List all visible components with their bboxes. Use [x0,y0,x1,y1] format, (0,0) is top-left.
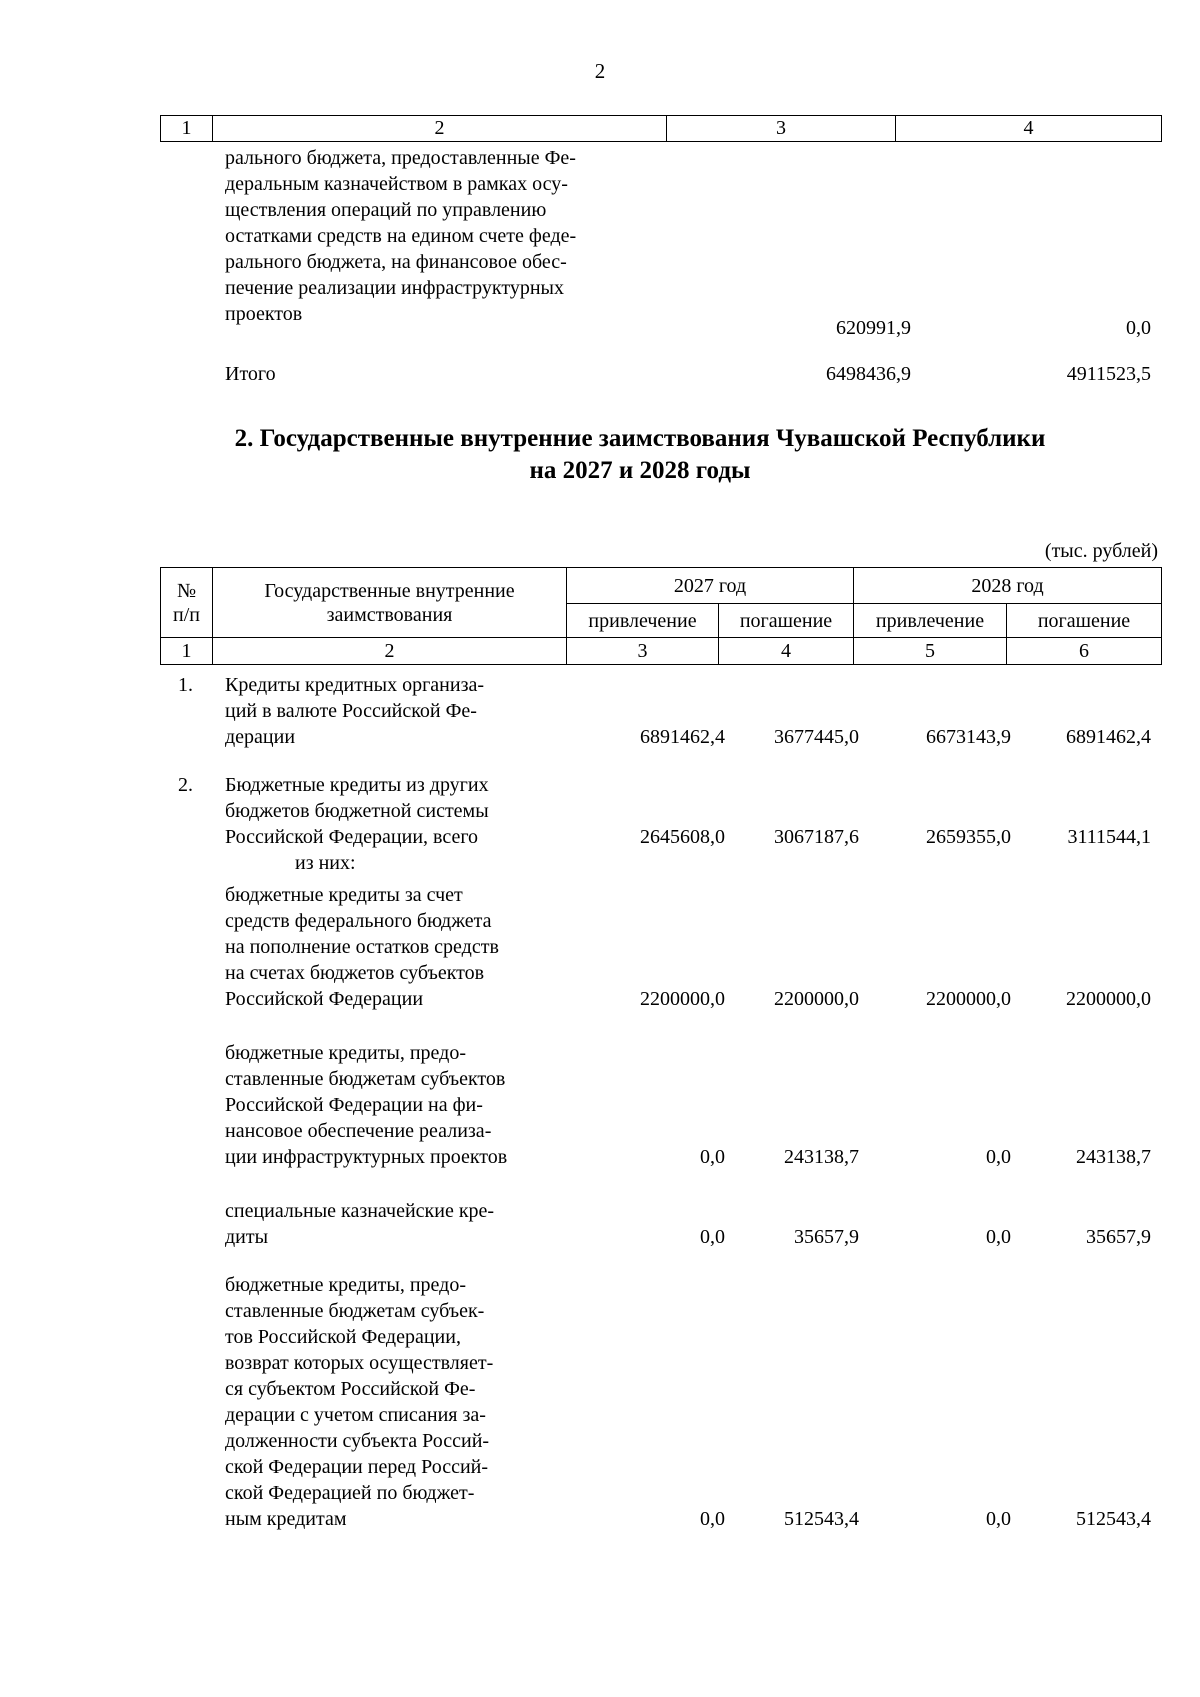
table-row [160,882,1161,1012]
value-repay-2027: 3067187,6 [774,826,859,848]
row-description: Бюджетные кредиты из других бюджетов бюджетной системы Российской Федерации, всего из них: [225,774,489,874]
row-description: бюджетные кредиты, предо- ставленные бюджетам субъектов Российской Федерации на фи- нансовое обеспечение реализа- ции инфраструктурных проектов [225,1042,508,1168]
table-row-total [160,361,1161,401]
col-index-4: 4 [896,116,1162,142]
units-label: (тыс. рублей) [1044,540,1158,562]
row-description: рального бюджета, предоставленные Фе- деральным казначейством в рамках осу- ществления операций по управлению остатками средств на едином счете феде- рального бюджета, на финансовое обес- печение реализации инфраструктурных проектов [225,147,577,325]
index-cell: 4 [719,638,854,665]
value-repay-2028: 2200000,0 [1066,988,1151,1010]
value-repay-2028: 512543,4 [1076,1508,1151,1530]
index-cell: 5 [854,638,1007,665]
header-num: № п/п [161,568,213,638]
index-cell: 3 [567,638,719,665]
value-repay-2028: 243138,7 [1076,1146,1151,1168]
index-cell: 6 [1007,638,1162,665]
table-row [160,672,1161,750]
value-repay-2027: 243138,7 [784,1146,859,1168]
value-repay-2027: 3677445,0 [774,726,859,748]
value-raise-2027: 0,0 [700,1226,725,1248]
total-label: Итого [225,363,276,385]
continuation-table-header [160,115,1162,142]
value-repay-2028: 35657,9 [1086,1226,1151,1248]
value-raise-2028: 0,0 [986,1508,1011,1530]
total-col4: 4911523,5 [1066,363,1151,385]
header-sub-repay-2027: погашение [719,604,854,638]
table-row [160,1272,1161,1532]
header-sub-repay-2028: погашение [1007,604,1162,638]
header-name: Государственные внутренние заимствования [213,568,567,638]
value-raise-2028: 6673143,9 [926,726,1011,748]
col-index-1: 1 [161,116,213,142]
table-row [160,772,1161,876]
section-title: 2. Государственные внутренние заимствования Чувашской Республики на 2027 и 2028 годы [234,425,1046,484]
row-description: Кредиты кредитных организа- ций в валюте Российской Фе- дерации [225,674,485,748]
value-repay-2027: 512543,4 [784,1508,859,1530]
header-year-2027: 2027 год [567,568,854,604]
header-sub-raise-2028: привлечение [854,604,1007,638]
value-col4: 0,0 [1126,317,1151,339]
table-row [160,1040,1161,1170]
value-raise-2027: 2200000,0 [640,988,725,1010]
header-year-2028: 2028 год [854,568,1162,604]
page-number: 2 [594,59,606,83]
value-raise-2027: 2645608,0 [640,826,725,848]
col-index-2: 2 [213,116,667,142]
value-raise-2028: 2200000,0 [926,988,1011,1010]
borrowings-table-header [160,567,1162,665]
value-repay-2028: 3111544,1 [1067,826,1151,848]
row-description: специальные казначейские кре- диты [225,1200,495,1248]
row-description: бюджетные кредиты за счет средств федерального бюджета на пополнение остатков средств на счетах бюджетов субъектов Российской Федерации [225,884,499,1010]
value-repay-2028: 6891462,4 [1066,726,1151,748]
total-col3: 6498436,9 [826,363,911,385]
index-cell: 1 [161,638,213,665]
value-raise-2028: 0,0 [986,1226,1011,1248]
index-cell: 2 [213,638,567,665]
row-index: 2. [178,774,193,796]
header-sub-raise-2027: привлечение [567,604,719,638]
continuation-table-body [160,145,1161,401]
value-repay-2027: 2200000,0 [774,988,859,1010]
row-description: бюджетные кредиты, предо- ставленные бюджетам субъек- тов Российской Федерации, возврат которых осуществляет- ся субъектом Российской Фе- дерации с учетом списания за- долженности субъекта Россий- ской Федерации перед Россий- ской Федерацией по бюджет- ным кредитам [225,1274,494,1530]
value-raise-2027: 0,0 [700,1146,725,1168]
value-repay-2027: 35657,9 [794,1226,859,1248]
value-raise-2027: 6891462,4 [640,726,725,748]
row-index: 1. [178,674,193,696]
value-raise-2028: 2659355,0 [926,826,1011,848]
value-raise-2027: 0,0 [700,1508,725,1530]
value-raise-2028: 0,0 [986,1146,1011,1168]
table-row [160,1198,1161,1250]
col-index-3: 3 [667,116,896,142]
table-row [160,145,1161,341]
value-col3: 620991,9 [836,317,911,339]
